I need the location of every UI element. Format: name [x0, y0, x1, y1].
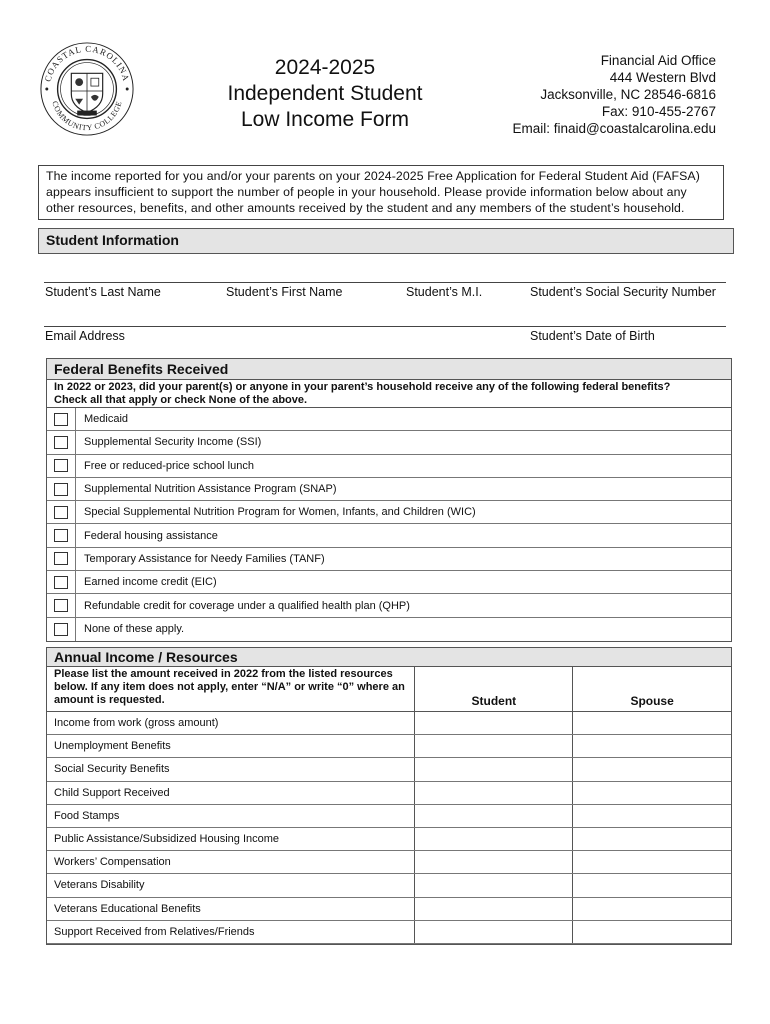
benefit-label: Free or reduced-price school lunch: [84, 459, 254, 472]
income-source-label: Veterans Disability: [47, 874, 415, 896]
seal-bottom-text: COMMUNITY COLLEGE: [50, 99, 124, 133]
benefit-row: [47, 594, 731, 617]
office-fax: Fax: 910-455-2767: [601, 104, 716, 119]
income-source-label: Workers’ Compensation: [47, 851, 415, 873]
student-amount-cell[interactable]: [415, 782, 573, 804]
income-instruction: Please list the amount received in 2022 from the listed resources below. If any item does not apply, enter “N/A” or write “0” where an amount is requested.: [47, 667, 415, 711]
seal-top-text: COASTAL CAROLINA: [42, 43, 132, 83]
income-source-label: Veterans Educational Benefits: [47, 898, 415, 920]
federal-benefits-question: [47, 380, 731, 408]
email-label: Email Address: [45, 329, 125, 343]
dob-label: Student’s Date of Birth: [530, 329, 655, 343]
benefit-label: Earned income credit (EIC): [84, 576, 217, 589]
federal-benefits-heading: Federal Benefits Received: [47, 359, 731, 380]
annual-income-heading: Annual Income / Resources: [47, 648, 731, 667]
benefit-checkbox[interactable]: [54, 436, 68, 449]
student-amount-cell[interactable]: [415, 712, 573, 734]
benefit-row: [47, 571, 731, 594]
income-source-label: Food Stamps: [47, 805, 415, 827]
student-amount-cell[interactable]: [415, 898, 573, 920]
benefit-row: [47, 618, 731, 641]
student-amount-cell[interactable]: [415, 758, 573, 780]
benefit-label: Federal housing assistance: [84, 529, 218, 542]
benefit-label: Special Supplemental Nutrition Program for Women, Infants, and Children (WIC): [84, 506, 476, 519]
last-name-label: Student’s Last Name: [45, 285, 161, 299]
office-city: Jacksonville, NC 28546-6816: [540, 87, 716, 102]
question-line-2: Check all that apply or check None of the above.: [54, 394, 308, 406]
spouse-amount-cell[interactable]: [573, 828, 731, 850]
title-line-3: Low Income Form: [240, 108, 410, 131]
income-row: [47, 805, 731, 828]
benefit-check-cell: [47, 548, 76, 570]
benefit-checkbox[interactable]: [54, 413, 68, 426]
first-name-label: Student’s First Name: [226, 285, 343, 299]
student-amount-cell[interactable]: [415, 851, 573, 873]
income-row: [47, 921, 731, 944]
benefit-row: [47, 524, 731, 547]
benefit-checkbox[interactable]: [54, 506, 68, 519]
ssn-label: Student’s Social Security Number: [530, 285, 716, 299]
middle-initial-label: Student’s M.I.: [406, 285, 483, 299]
office-street: 444 Western Blvd: [609, 70, 716, 85]
benefit-label: Temporary Assistance for Needy Families (TANF): [84, 552, 325, 565]
benefit-check-cell: [47, 408, 76, 430]
benefit-row: [47, 478, 731, 501]
income-source-label: Support Received from Relatives/Friends: [47, 921, 415, 943]
student-amount-cell[interactable]: [415, 921, 573, 943]
annual-income-table: [46, 647, 732, 945]
federal-benefits-table: [46, 358, 732, 642]
benefit-checkbox[interactable]: [54, 483, 68, 496]
benefit-row: [47, 501, 731, 524]
benefit-check-cell: [47, 501, 76, 523]
income-source-label: Social Security Benefits: [47, 758, 415, 780]
student-amount-cell[interactable]: [415, 735, 573, 757]
benefit-label: Supplemental Security Income (SSI): [84, 436, 262, 449]
intro-paragraph: The income reported for you and/or your parents on your 2024-2025 Free Application for Federal Student Aid (FAFSA) appears insufficient to support the number of people in your household. Please provide information below about any other resources, benefits, and other amounts received by the student and any members of the student’s household.: [38, 165, 724, 220]
college-seal-logo: [38, 40, 136, 138]
benefit-label: None of these apply.: [84, 623, 185, 636]
income-row: [47, 851, 731, 874]
benefit-check-cell: [47, 594, 76, 616]
income-source-label: Income from work (gross amount): [47, 712, 415, 734]
income-row: [47, 758, 731, 781]
income-row: [47, 898, 731, 921]
income-row-list: [47, 712, 731, 944]
spouse-column-header: Spouse: [630, 694, 674, 708]
benefit-checkbox[interactable]: [54, 529, 68, 542]
benefit-check-cell: [47, 618, 76, 641]
benefit-row: [47, 455, 731, 478]
spouse-amount-cell[interactable]: [573, 874, 731, 896]
benefit-check-cell: [47, 478, 76, 500]
question-line-1: In 2022 or 2023, did your parent(s) or anyone in your parent’s household receive any of the following federal benefits?: [54, 381, 671, 393]
benefit-label: Supplemental Nutrition Assistance Program (SNAP): [84, 483, 337, 496]
spouse-amount-cell[interactable]: [573, 735, 731, 757]
student-info-heading: Student Information: [38, 228, 734, 254]
income-column-header: [47, 667, 731, 712]
student-name-line[interactable]: [44, 282, 726, 283]
benefit-check-cell: [47, 571, 76, 593]
income-row: [47, 828, 731, 851]
income-row: [47, 712, 731, 735]
spouse-amount-cell[interactable]: [573, 712, 731, 734]
income-source-label: Child Support Received: [47, 782, 415, 804]
student-column-header: Student: [415, 667, 573, 711]
benefit-row: [47, 408, 731, 431]
benefit-check-cell: [47, 524, 76, 546]
student-amount-cell[interactable]: [415, 874, 573, 896]
income-source-label: Public Assistance/Subsidized Housing Income: [47, 828, 415, 850]
student-amount-cell[interactable]: [415, 805, 573, 827]
benefit-checkbox[interactable]: [54, 576, 68, 589]
title-line-2: Independent Student: [227, 82, 423, 105]
office-email: Email: finaid@coastalcarolina.edu: [512, 121, 716, 136]
benefit-label: Refundable credit for coverage under a qualified health plan (QHP): [84, 599, 410, 612]
benefit-row: [47, 431, 731, 454]
benefit-row: [47, 548, 731, 571]
spouse-amount-cell[interactable]: [573, 805, 731, 827]
benefit-checkbox[interactable]: [54, 552, 68, 565]
spouse-amount-cell[interactable]: [573, 758, 731, 780]
office-contact: [470, 52, 716, 137]
income-row: [47, 874, 731, 897]
benefit-list: [47, 408, 731, 641]
form-title: [200, 55, 450, 133]
spouse-amount-cell[interactable]: [573, 921, 731, 943]
spouse-amount-cell[interactable]: [573, 782, 731, 804]
benefit-label: Medicaid: [84, 413, 129, 426]
benefit-check-cell: [47, 431, 76, 453]
benefit-checkbox[interactable]: [54, 459, 68, 472]
benefit-checkbox[interactable]: [54, 599, 68, 612]
spouse-amount-cell[interactable]: [573, 898, 731, 920]
office-name: Financial Aid Office: [600, 53, 716, 68]
income-row: [47, 782, 731, 805]
title-year: 2024-2025: [274, 56, 376, 79]
student-amount-cell[interactable]: [415, 828, 573, 850]
income-source-label: Unemployment Benefits: [47, 735, 415, 757]
benefit-check-cell: [47, 455, 76, 477]
spouse-amount-cell[interactable]: [573, 851, 731, 873]
student-contact-line[interactable]: [44, 326, 726, 327]
benefit-checkbox[interactable]: [54, 623, 68, 636]
income-row: [47, 735, 731, 758]
